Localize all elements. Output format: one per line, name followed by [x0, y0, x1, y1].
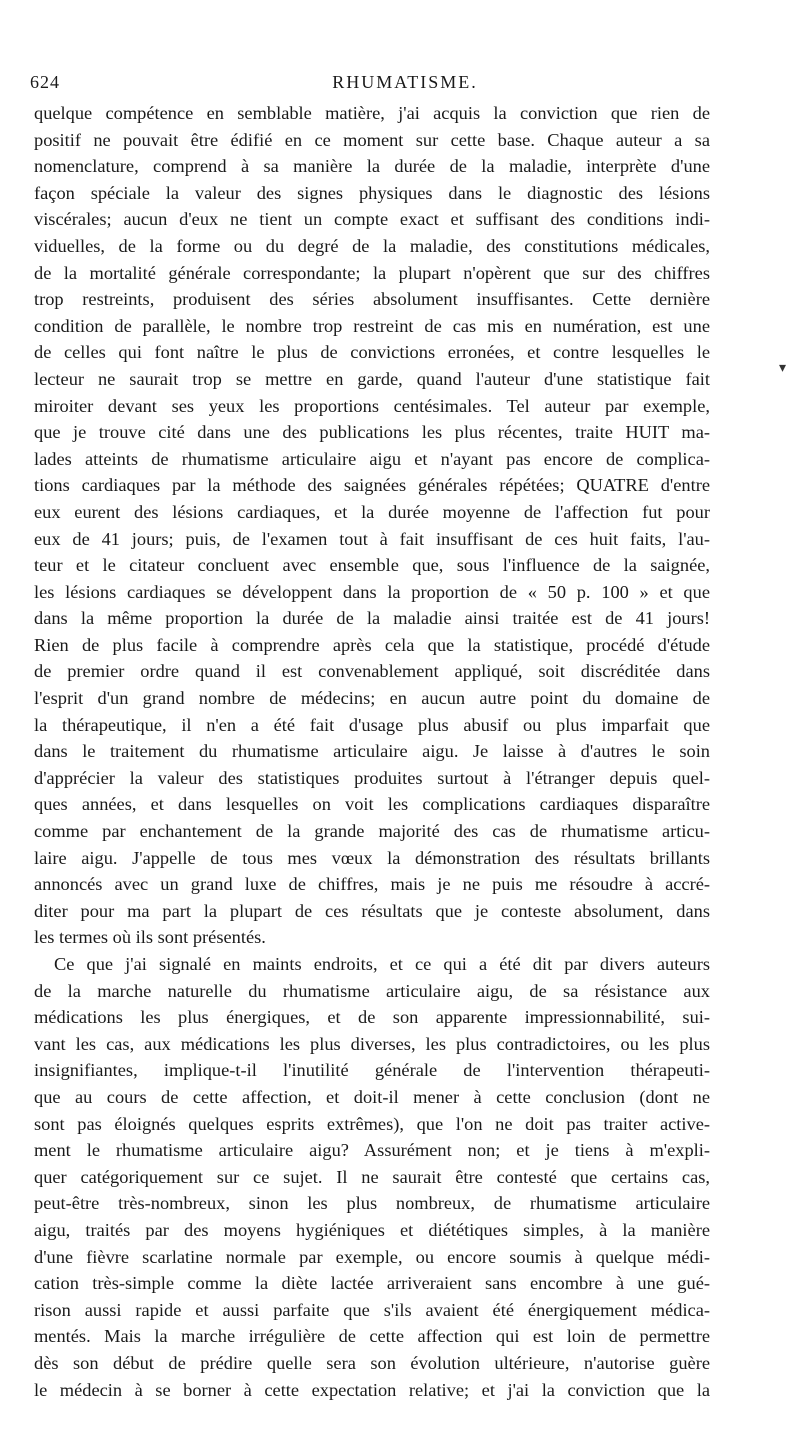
body-text: [34, 100, 710, 1403]
page-number: 624: [30, 72, 60, 92]
page-header: [30, 72, 780, 98]
text-line: de premier ordre quand il est convenablement appliqué, soit discréditée dans: [34, 661, 710, 682]
text-line: trop restreints, produisent des séries absolument insuffisantes. Cette dernière: [34, 289, 710, 310]
text-line: d'apprécier la valeur des statistiques produites surtout à l'étranger depuis quel-: [34, 767, 710, 788]
text-line: façon spéciale la valeur des signes physiques dans le diagnostic des lésions: [34, 182, 710, 203]
text-line: dès son début de prédire quelle sera son évolution ultérieure, n'autorise guère: [34, 1352, 710, 1373]
text-line: que je trouve cité dans une des publications les plus récentes, traite HUIT ma-: [34, 422, 710, 443]
text-line: eux de 41 jours; puis, de l'examen tout à fait insuffisant de ces huit faits, l'au-: [34, 528, 710, 549]
text-line: peut-être très-nombreux, sinon les plus nombreux, de rhumatisme articulaire: [34, 1193, 710, 1214]
text-line: sont pas éloignés quelques esprits extrêmes), que l'on ne doit pas traiter active-: [34, 1113, 710, 1134]
text-line: viduelles, de la forme ou du degré de la maladie, des constitutions médicales,: [34, 235, 710, 256]
text-line: ques années, et dans lesquelles on voit les complications cardiaques disparaître: [34, 794, 710, 815]
text-line: eux eurent des lésions cardiaques, et la durée moyenne de l'affection fut pour: [34, 501, 710, 522]
text-line: cation très-simple comme la diète lactée arriveraient sans encombre à une gué-: [34, 1273, 710, 1294]
text-line: nomenclature, comprend à sa manière la durée de la maladie, interprète d'une: [34, 156, 710, 177]
text-line: de la mortalité générale correspondante; la plupart n'opèrent que sur des chiffres: [34, 262, 710, 283]
text-line: lades atteints de rhumatisme articulaire aigu et n'ayant pas encore de complica-: [34, 448, 710, 469]
text-line: viscérales; aucun d'eux ne tient un compte exact et suffisant des conditions indi-: [34, 209, 710, 230]
text-line: rison aussi rapide et aussi parfaite que s'ils avaient été énergiquement médica-: [34, 1299, 710, 1320]
text-line: insignifiantes, implique-t-il l'inutilité générale de l'intervention thérapeuti-: [34, 1060, 710, 1081]
text-line: médications les plus énergiques, et de son apparente impressionnabilité, sui-: [34, 1007, 710, 1028]
text-line: diter pour ma part la plupart de ces résultats que je conteste absolument, dans: [34, 900, 710, 921]
text-line: quelque compétence en semblable matière, j'ai acquis la conviction que rien de: [34, 103, 710, 123]
text-line: d'une fièvre scarlatine normale par exemple, ou encore soumis à quelque médi-: [34, 1246, 710, 1267]
text-line: que au cours de cette affection, et doit-il mener à cette conclusion (dont ne: [34, 1086, 710, 1107]
text-line: le médecin à se borner à cette expectation relative; et j'ai la conviction que la: [34, 1379, 710, 1400]
text-line: tions cardiaques par la méthode des saignées générales répétées; QUATRE d'entre: [34, 475, 710, 496]
text-line: les termes où ils sont présentés.: [34, 927, 266, 948]
text-line: les lésions cardiaques se développent dans la proportion de « 50 p. 100 » et que: [34, 581, 710, 602]
text-line: vant les cas, aux médications les plus diverses, les plus contradictoires, ou les plus: [34, 1033, 710, 1054]
text-line: teur et le citateur concluent avec ensemble que, sous l'influence de la saignée,: [34, 555, 710, 576]
text-line: la thérapeutique, il n'en a été fait d'usage plus abusif ou plus imparfait que: [34, 714, 710, 735]
text-line: laire aigu. J'appelle de tous mes vœux la démonstration des résultats brillants: [34, 847, 710, 868]
text-line: Rien de plus facile à comprendre après cela que la statistique, procédé d'étude: [34, 634, 710, 655]
text-line: miroiter devant ses yeux les proportions centésimales. Tel auteur par exemple,: [34, 395, 710, 416]
text-line: mentés. Mais la marche irrégulière de cette affection qui est loin de permettre: [34, 1326, 710, 1347]
text-line: dans la même proportion la durée de la maladie ainsi traitée est de 41 jours!: [34, 608, 710, 629]
text-line: ment le rhumatisme articulaire aigu? Assurément non; et je tiens à m'expli-: [34, 1140, 710, 1161]
text-line: quer catégoriquement sur ce sujet. Il ne saurait être contesté que certains cas,: [34, 1166, 710, 1187]
text-line: lecteur ne saurait trop se mettre en garde, quand l'auteur d'une statistique fait: [34, 368, 710, 389]
text-line: comme par enchantement de la grande majorité des cas de rhumatisme articu-: [34, 821, 710, 842]
text-line: de celles qui font naître le plus de convictions erronées, et contre lesquelles le: [34, 342, 710, 363]
text-line: dans le traitement du rhumatisme articulaire aigu. Je laisse à d'autres le soin: [34, 741, 710, 762]
text-line: annoncés avec un grand luxe de chiffres, mais je ne puis me résoudre à accré-: [34, 874, 710, 895]
text-line: condition de parallèle, le nombre trop restreint de cas mis en numération, est une: [34, 315, 710, 336]
running-title: RHUMATISME.: [332, 72, 478, 92]
text-line: aigu, traités par des moyens hygiéniques et diététiques simples, à la manière: [34, 1219, 710, 1240]
text-line: l'esprit d'un grand nombre de médecins; en aucun autre point du domaine de: [34, 688, 710, 709]
text-line: Ce que j'ai signalé en maints endroits, et ce qui a été dit par divers auteurs: [54, 954, 710, 974]
text-line: de la marche naturelle du rhumatisme articulaire aigu, de sa résistance aux: [34, 980, 710, 1001]
text-line: positif ne pouvait être édifié en ce moment sur cette base. Chaque auteur a sa: [34, 129, 710, 150]
margin-mark: ▾: [779, 361, 787, 376]
